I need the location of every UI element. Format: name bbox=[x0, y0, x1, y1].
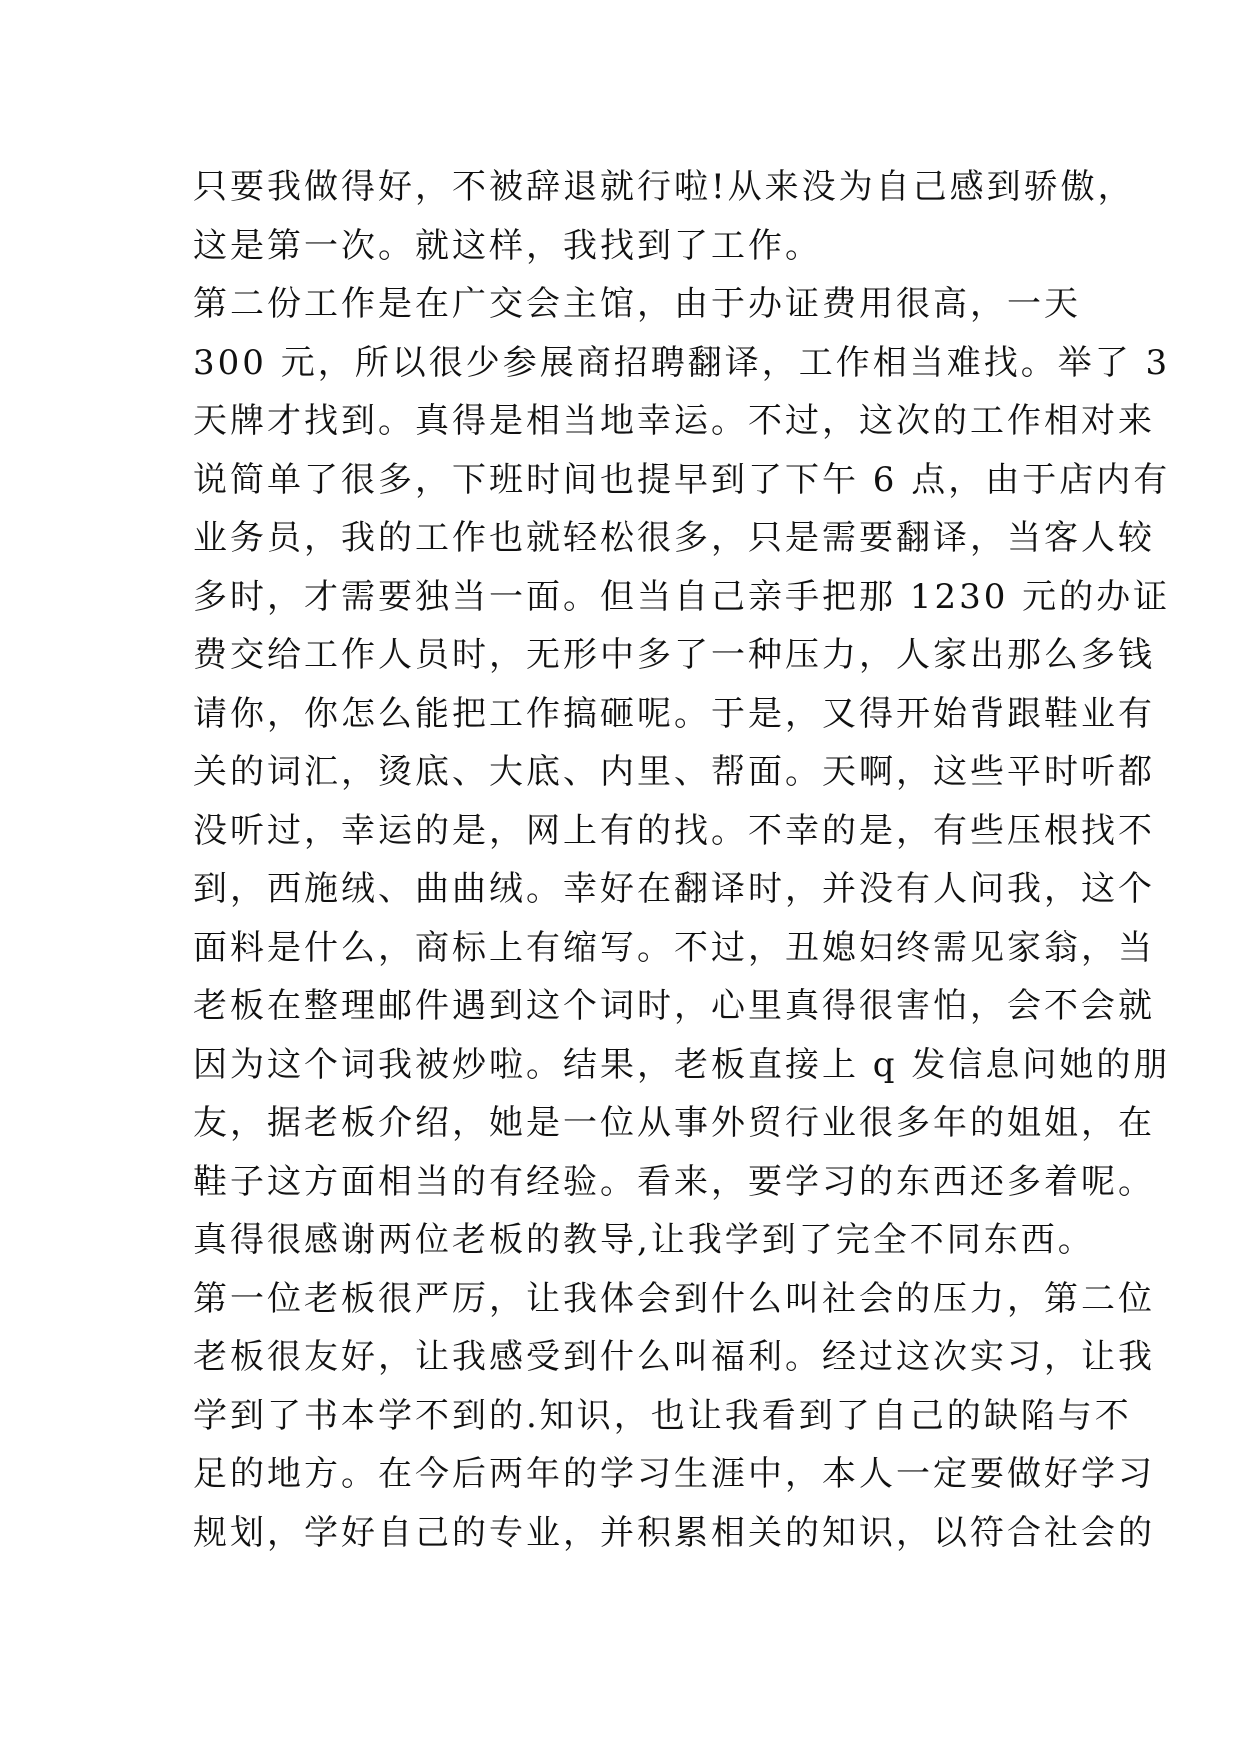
text-line: 友，据老板介绍，她是一位从事外贸行业很多年的姐姐，在 bbox=[193, 1103, 1155, 1143]
text-line: 规划，学好自己的专业，并积累相关的知识，以符合社会的 bbox=[193, 1512, 1155, 1553]
text-line: 业务员，我的工作也就轻松很多，只是需要翻译，当客人较 bbox=[193, 518, 1155, 558]
text-line: 第二份工作是在广交会主馆，由于办证费用很高，一天 bbox=[193, 284, 1081, 324]
text-line: 足的地方。在今后两年的学习生涯中，本人一定要做好学习 bbox=[193, 1454, 1155, 1494]
text-line: 老板很友好，让我感受到什么叫福利。经过这次实习，让我 bbox=[193, 1337, 1155, 1377]
text-line: 说简单了很多，下班时间也提早到了下午 6 点，由于店内有 bbox=[193, 459, 1171, 500]
text-line: 鞋子这方面相当的有经验。看来，要学习的东西还多着呢。 bbox=[193, 1161, 1155, 1202]
text-line: 老板在整理邮件遇到这个词时，心里真得很害怕，会不会就 bbox=[193, 986, 1155, 1026]
text-line: 天牌才找到。真得是相当地幸运。不过，这次的工作相对来 bbox=[193, 401, 1155, 441]
text-line: 只要我做得好，不被辞退就行啦!从来没为自己感到骄傲， bbox=[193, 167, 1135, 207]
text-line: 这是第一次。就这样，我找到了工作。 bbox=[193, 225, 822, 266]
text-line: 费交给工作人员时，无形中多了一种压力，人家出那么多钱 bbox=[193, 635, 1155, 675]
text-line: 因为这个词我被炒啦。结果，老板直接上 q 发信息问她的朋 bbox=[193, 1044, 1171, 1085]
text-line: 多时，才需要独当一面。但当自己亲手把那 1230 元的办证 bbox=[193, 576, 1171, 617]
text-line: 关的词汇，烫底、大底、内里、帮面。天啊，这些平时听都 bbox=[193, 752, 1155, 792]
text-line: 真得很感谢两位老板的教导,让我学到了完全不同东西。 bbox=[193, 1220, 1095, 1260]
text-line: 没听过，幸运的是，网上有的找。不幸的是，有些压根找不 bbox=[193, 810, 1155, 851]
document-body bbox=[193, 158, 1171, 1562]
text-line: 300 元，所以很少参展商招聘翻译，工作相当难找。举了 3 bbox=[193, 342, 1171, 383]
text-line: 面料是什么，商标上有缩写。不过，丑媳妇终需见家翁，当 bbox=[193, 927, 1155, 968]
text-line: 到，西施绒、曲曲绒。幸好在翻译时，并没有人问我，这个 bbox=[193, 869, 1155, 909]
text-line: 学到了书本学不到的.知识，也让我看到了自己的缺陷与不 bbox=[193, 1395, 1132, 1436]
text-line: 请你，你怎么能把工作搞砸呢。于是，又得开始背跟鞋业有 bbox=[193, 693, 1155, 734]
text-line: 第一位老板很严厉，让我体会到什么叫社会的压力，第二位 bbox=[193, 1278, 1155, 1319]
